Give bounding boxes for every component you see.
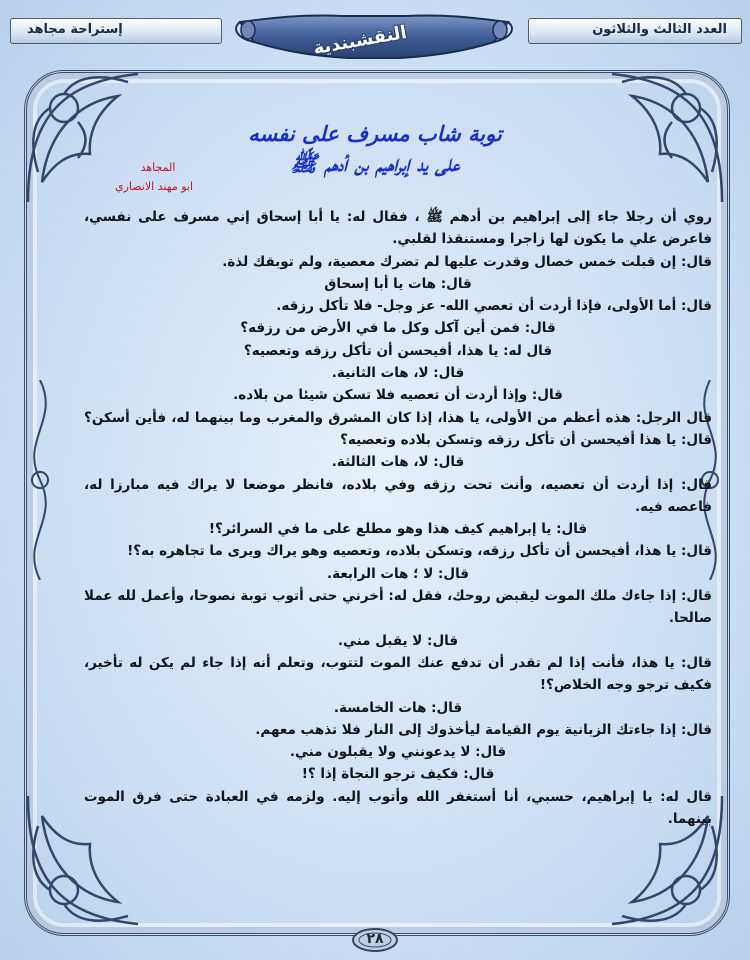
header-bar-right <box>528 18 742 44</box>
header-bar-left <box>10 18 222 44</box>
article-subtitle: على يد إبراهيم بن أدهم ﷺ <box>290 151 460 177</box>
article-title: توبة شاب مسرف على نفسه <box>248 121 502 146</box>
paragraph: قال: لا يدعونني ولا يقبلون مني. <box>289 744 507 761</box>
author-name: ابو مهند الانصاري <box>114 180 194 193</box>
paragraph: قال: لا يقبل مني. <box>337 632 459 649</box>
side-ornament-left-icon <box>20 380 60 580</box>
author-role: المجاهد <box>140 161 176 174</box>
corner-ornament-top-right-icon <box>582 62 732 212</box>
paragraph: قال: لا ؛ هات الرابعة. <box>327 565 469 582</box>
paragraph: قال: وإذا أردت أن تعصيه فلا تسكن شيئا من بلاده. <box>233 387 563 404</box>
page-number: ٢٨ <box>366 931 384 947</box>
section-label: إستراحة مجاهد <box>27 22 123 37</box>
banner-title: النقشبندية <box>311 21 409 60</box>
paragraph: قال: هات الخامسة. <box>333 699 463 716</box>
paragraph: قال له: يا هذا، أفيحسن أن تأكل رزقه وتعصيه؟ <box>243 342 553 359</box>
paragraph: روي أن رجلا جاء إلى إبراهيم بن أدهم ﷺ ، فقال له: يا أبا إسحاق إني مسرف على نفسي، فاعرض علي ما يكون لها زاجرا ومستنقذا لقلبي. <box>84 209 712 248</box>
paragraph: قال: يا هذا، أفيحسن أن تأكل رزقه، وتسكن بلاده، وتعصيه وهو يراك ويرى ما تجاهره به؟! <box>127 543 712 560</box>
paragraph: قال: يا إبراهيم كيف هذا وهو مطلع على ما في السرائر؟! <box>208 521 588 538</box>
paragraph: قال: فمن أين آكل وكل ما في الأرض من رزقه؟ <box>240 320 556 337</box>
paragraph: قال: يا هذا، فأنت إذا لم تقدر أن تدفع عنك الموت لتتوب، وتعلم أنه إذا جاء لم يكن له تأخير، فكيف ترجو وجه الخلاص؟! <box>84 654 712 694</box>
paragraph: قال: هات يا أبا إسحاق <box>324 275 472 292</box>
paragraph: قال: لا، هات الثالثة. <box>331 454 465 471</box>
paragraph: قال: فكيف ترجو النجاة إذا ؟! <box>301 766 495 783</box>
paragraph: قال: إذا جاءتك الزبانية يوم القيامة ليأخذوك إلى النار فلا تذهب معهم. <box>255 721 712 738</box>
article-body <box>80 206 716 830</box>
paragraph: قال له: يا إبراهيم، حسبي، أنا أستغفر الله وأتوب إليه. ولزمه في العبادة حتى فرق الموت بينهما. <box>84 788 712 828</box>
paragraph: قال: إن قبلت خمس خصال وقدرت عليها لم تضرك معصية، ولم توبقك لذة. <box>222 253 712 270</box>
paragraph: قال: إذا أردت أن تعصيه، وأنت تحت رزقه وفي بلاده، فانظر موضعا لا يراك فيه مبارزا له، فاعصه فيه. <box>84 476 712 515</box>
paragraph: قال الرجل: هذه أعظم من الأولى، يا هذا، إذا كان المشرق والمغرب وما بينهما له، فأين أسكن؟ قال: يا هذا أفيحسن أن تأكل رزقه وتسكن بلاده وتعصيه؟ <box>84 409 712 448</box>
paragraph: قال: لا، هات الثانية. <box>331 365 465 382</box>
paragraph: قال: إذا جاءك ملك الموت ليقبض روحك، فقل له: أخرني حتى أتوب توبة نصوحا، وأعمل لله عملا صالحا. <box>84 588 712 627</box>
issue-label: العدد الثالث والثلاثون <box>592 22 727 37</box>
paragraph: قال: أما الأولى، فإذا أردت أن تعصي الله- عز وجل- فلا تأكل رزقه. <box>276 298 712 315</box>
